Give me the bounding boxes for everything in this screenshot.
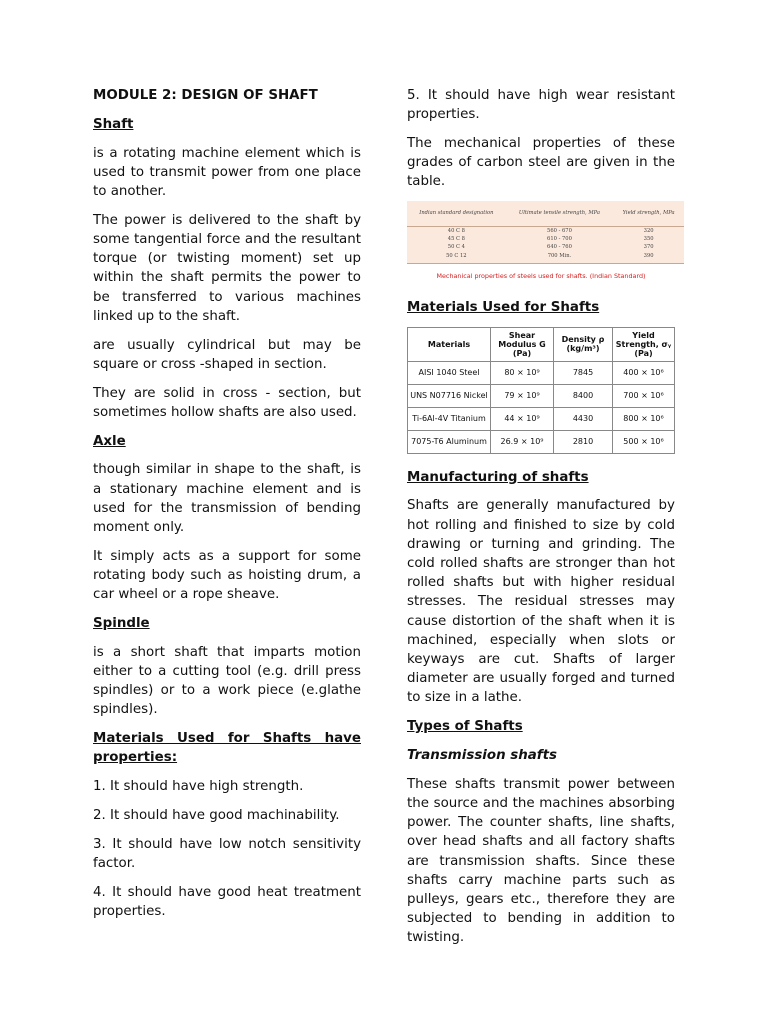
steel-table-header: Yield strength, MPa <box>613 201 684 227</box>
table-cell: 50 C 12 <box>407 252 506 263</box>
steel-table-caption: Mechanical properties of steels used for shafts. (Indian Standard) <box>436 271 646 280</box>
spindle-paragraph: is a short shaft that imparts motion either to a cutting tool (e.g. drill press spindles) or to a work piece (e.glathe spindles). <box>93 644 361 718</box>
shaft-paragraph-3: are usually cylindrical but may be square or cross -shaped in section. <box>93 337 361 372</box>
steel-properties-table <box>407 201 684 263</box>
steel-table-intro: The mechanical properties of these grades of carbon steel are given in the table. <box>407 136 675 190</box>
transmission-heading: Transmission shafts <box>407 747 558 763</box>
table-row <box>408 407 675 430</box>
table-cell: 50 C 4 <box>447 244 465 251</box>
shaft-heading: Shaft <box>93 116 134 132</box>
table-cell: 400 × 10⁶ <box>613 361 675 384</box>
page-title: MODULE 2: DESIGN OF SHAFT <box>93 88 318 103</box>
materials-table-header: Shear Modulus G (Pa) <box>491 327 554 361</box>
steel-table-header-row <box>407 201 684 227</box>
table-cell: 2810 <box>554 430 613 453</box>
axle-paragraph-2: It simply acts as a support for some rotating body such as hoisting drum, a car wheel or a rope sheave. <box>93 548 361 603</box>
manufacturing-heading: Manufacturing of shafts <box>407 469 589 485</box>
table-cell: 500 × 10⁶ <box>613 430 675 453</box>
property-1: 1. It should have high strength. <box>93 779 304 795</box>
manufacturing-paragraph: Shafts are generally manufactured by hot rolling and finished to size by cold drawing or turning and grinding. The cold rolled shafts are stronger than hot rolled shafts but with higher residual stresses. The residual stresses may cause distortion of the shaft when it is machined, especially when slots or keyways are cut. Shafts of larger diameter are usually forged and turned to size in a lathe. <box>407 498 675 706</box>
spindle-heading: Spindle <box>93 616 150 632</box>
table-cell: 560 - 670 <box>547 228 572 234</box>
transmission-paragraph: These shafts transmit power between the source and the machines absorbing power. The counter shafts, line shafts, over head shafts and all factory shafts are transmission shafts. Since these shafts carry machine parts such as pulleys, gears etc., therefore they are subjected to bending in addition to twisting. <box>407 776 675 946</box>
table-row <box>407 252 684 263</box>
table-cell: 79 × 10⁹ <box>491 384 554 407</box>
axle-heading: Axle <box>93 433 126 449</box>
table-cell: 8400 <box>554 384 613 407</box>
table-cell: 640 - 760 <box>547 244 572 251</box>
left-column <box>93 86 361 931</box>
table-cell: 800 × 10⁶ <box>613 407 675 430</box>
table-cell: 390 <box>613 252 684 263</box>
table-cell: 610 - 700 <box>547 236 572 243</box>
materials-heading: Materials Used for Shafts <box>407 299 600 315</box>
table-cell: 700 × 10⁶ <box>613 384 675 407</box>
table-cell: 45 C 8 <box>447 236 465 243</box>
right-column <box>407 86 675 957</box>
property-2: 2. It should have good machinability. <box>93 808 340 824</box>
table-cell: 7845 <box>554 361 613 384</box>
table-cell: Ti-6Al-4V Titanium <box>408 407 491 430</box>
table-cell: 370 <box>643 244 654 251</box>
property-5: 5. It should have high wear resistant properties. <box>407 88 675 123</box>
table-row <box>408 430 675 453</box>
materials-properties-heading: Materials Used for Shafts have properties: <box>93 731 361 766</box>
table-cell: 26.9 × 10⁹ <box>491 430 554 453</box>
axle-paragraph-1: though similar in shape to the shaft, is a stationary machine element and is used for the transmission of bending moment only. <box>93 462 361 536</box>
table-cell: 80 × 10⁹ <box>491 361 554 384</box>
table-row <box>408 384 675 407</box>
shaft-paragraph-2: The power is delivered to the shaft by some tangential force and the resultant torque (or twisting moment) set up within the shaft permits the power to be transferred to various machines linked up to the shaft. <box>93 212 361 324</box>
types-heading: Types of Shafts <box>407 719 523 735</box>
table-cell: 700 Min. <box>506 252 614 263</box>
materials-table <box>407 327 675 454</box>
table-cell: UNS N07716 Nickel <box>408 384 491 407</box>
table-cell: AISI 1040 Steel <box>408 361 491 384</box>
table-row <box>407 227 684 236</box>
materials-table-header-row <box>408 327 675 361</box>
steel-table-header: Ultimate tensile strength, MPa <box>506 201 614 227</box>
table-cell: 350 <box>643 236 654 243</box>
table-cell: 7075-T6 Aluminum <box>408 430 491 453</box>
materials-table-header: Yield Strength, σᵧ (Pa) <box>613 327 675 361</box>
shaft-paragraph-4: They are solid in cross - section, but sometimes hollow shafts are also used. <box>93 385 361 420</box>
table-cell: 44 × 10⁹ <box>491 407 554 430</box>
table-row <box>407 236 684 244</box>
table-row <box>408 361 675 384</box>
materials-table-header: Materials <box>408 327 491 361</box>
table-cell: 4430 <box>554 407 613 430</box>
materials-table-header: Density ρ (kg/m³) <box>554 327 613 361</box>
property-3: 3. It should have low notch sensitivity factor. <box>93 836 361 872</box>
table-row <box>407 244 684 252</box>
steel-table-header: Indian standard designation <box>407 201 506 227</box>
table-cell: 320 <box>643 228 654 234</box>
shaft-paragraph-1: is a rotating machine element which is used to transmit power from one place to another. <box>93 145 361 199</box>
table-cell: 40 C 8 <box>447 228 465 234</box>
property-4: 4. It should have good heat treatment properties. <box>93 884 361 920</box>
